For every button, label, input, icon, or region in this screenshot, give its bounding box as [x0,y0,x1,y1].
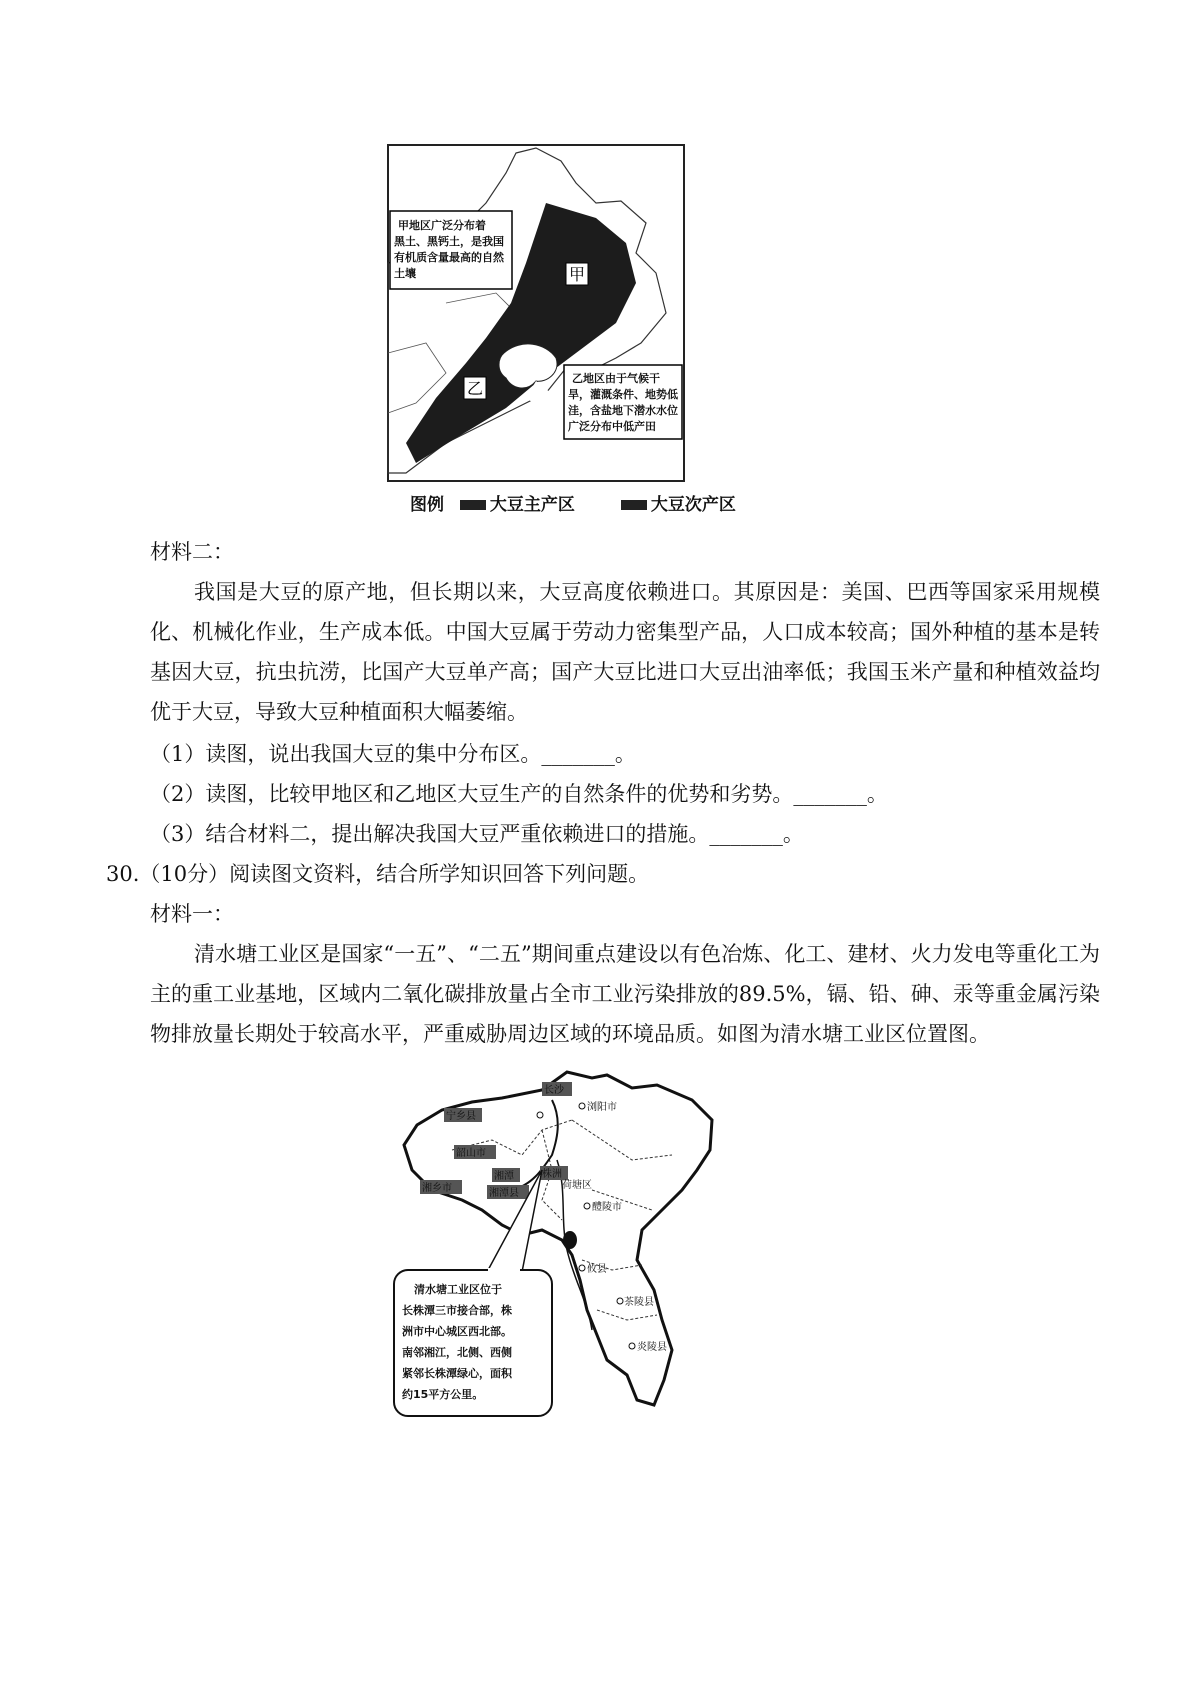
material2-paragraph: 我国是大豆的原产地，但长期以来，大豆高度依赖进口。其原因是：美国、巴西等国家采用规模化、机械化作业，生产成本低。中国大豆属于劳动力密集型产品，人口成本较高；国外种植的基本是转基因大豆，抗虫抗涝，比国产大豆单产高；国产大豆比进口大豆出油率低；我国玉米产量和种植效益均优于大豆，导致大豆种植面积大幅萎缩。 [150,580,1100,724]
label-yanling: 炎陵县 [637,1342,667,1353]
question-2: （2）读图，比较甲地区和乙地区大豆生产的自然条件的优势和劣势。_______。 [150,782,888,806]
box-yi-line-1: 乙地区由于气候干 [572,372,660,385]
label-ningxiang: 宁乡县 [446,1111,476,1122]
callout-line-3: 洲市中心城区西北部。 [402,1325,512,1338]
material2-heading: 材料二： [150,540,234,564]
label-hetang: 荷塘区 [562,1180,592,1191]
legend-swatch-secondary [621,500,647,510]
callout-line-4: 南邻湘江，北侧、西侧 [402,1346,512,1359]
label-liuyang: 浏阳市 [587,1102,617,1113]
box-jia-line-3: 有机质含量最高的自然 [394,251,504,264]
box-yi-line-3: 洼，含盐地下潜水水位 [568,404,678,417]
qingshuitang-map [392,1060,722,1420]
label-xiangtan-county: 湘潭县 [489,1188,519,1199]
q30-material1-paragraph: 清水塘工业区是国家“一五”、“二五”期间重点建设以有色冶炼、化工、建材、火力发电等重化工为主的重工业基地，区域内二氧化碳排放量占全市工业污染排放的89.5%，镉、铅、砷、汞等重金属污染物排放量长期处于较高水平，严重威胁周边区域的环境品质。如图为清水塘工业区位置图。 [150,942,1100,1046]
label-zhuzhou: 株洲 [542,1169,562,1180]
q30-material1-heading: 材料一： [150,902,234,926]
box-jia-line-1: 甲地区广泛分布着 [398,219,486,232]
map-legend [410,490,736,515]
label-xiangxiang: 湘乡市 [422,1183,452,1194]
label-youxian: 攸县 [587,1264,607,1275]
question-1: （1）读图，说出我国大豆的集中分布区。_______。 [150,742,636,766]
legend-main: 大豆主产区 [489,495,575,515]
label-chaling: 茶陵县 [624,1297,654,1308]
label-jia: 甲 [569,265,586,284]
question-3: （3）结合材料二，提出解决我国大豆严重依赖进口的措施。_______。 [150,822,804,846]
box-yi-line-2: 旱，灌溉条件、地势低 [568,388,678,401]
label-shaoshan: 韶山市 [456,1148,486,1159]
label-yi: 乙 [467,379,484,398]
callout-line-5: 紧邻长株潭绿心，面积 [402,1367,512,1380]
qingshuitang-marker [563,1231,577,1249]
legend-title: 图例 [410,495,444,515]
legend-swatch-main [460,500,486,510]
label-xiangtan: 湘潭 [494,1171,514,1182]
box-jia-line-4: 土壤 [394,267,416,280]
legend-secondary: 大豆次产区 [650,495,736,515]
box-jia-line-2: 黑土、黑钙土，是我国 [394,235,504,248]
soybean-map [386,143,686,483]
box-yi-line-4: 广泛分布中低产田 [568,420,656,433]
callout-line-2: 长株潭三市接合部，株 [402,1304,512,1317]
label-changsha: 长沙 [544,1085,564,1096]
q30-title: 30.（10分）阅读图文资料，结合所学知识回答下列问题。 [106,862,650,886]
callout-line-6: 约15平方公里。 [402,1388,484,1401]
label-liling: 醴陵市 [592,1202,622,1213]
callout-line-1: 清水塘工业区位于 [414,1283,502,1296]
